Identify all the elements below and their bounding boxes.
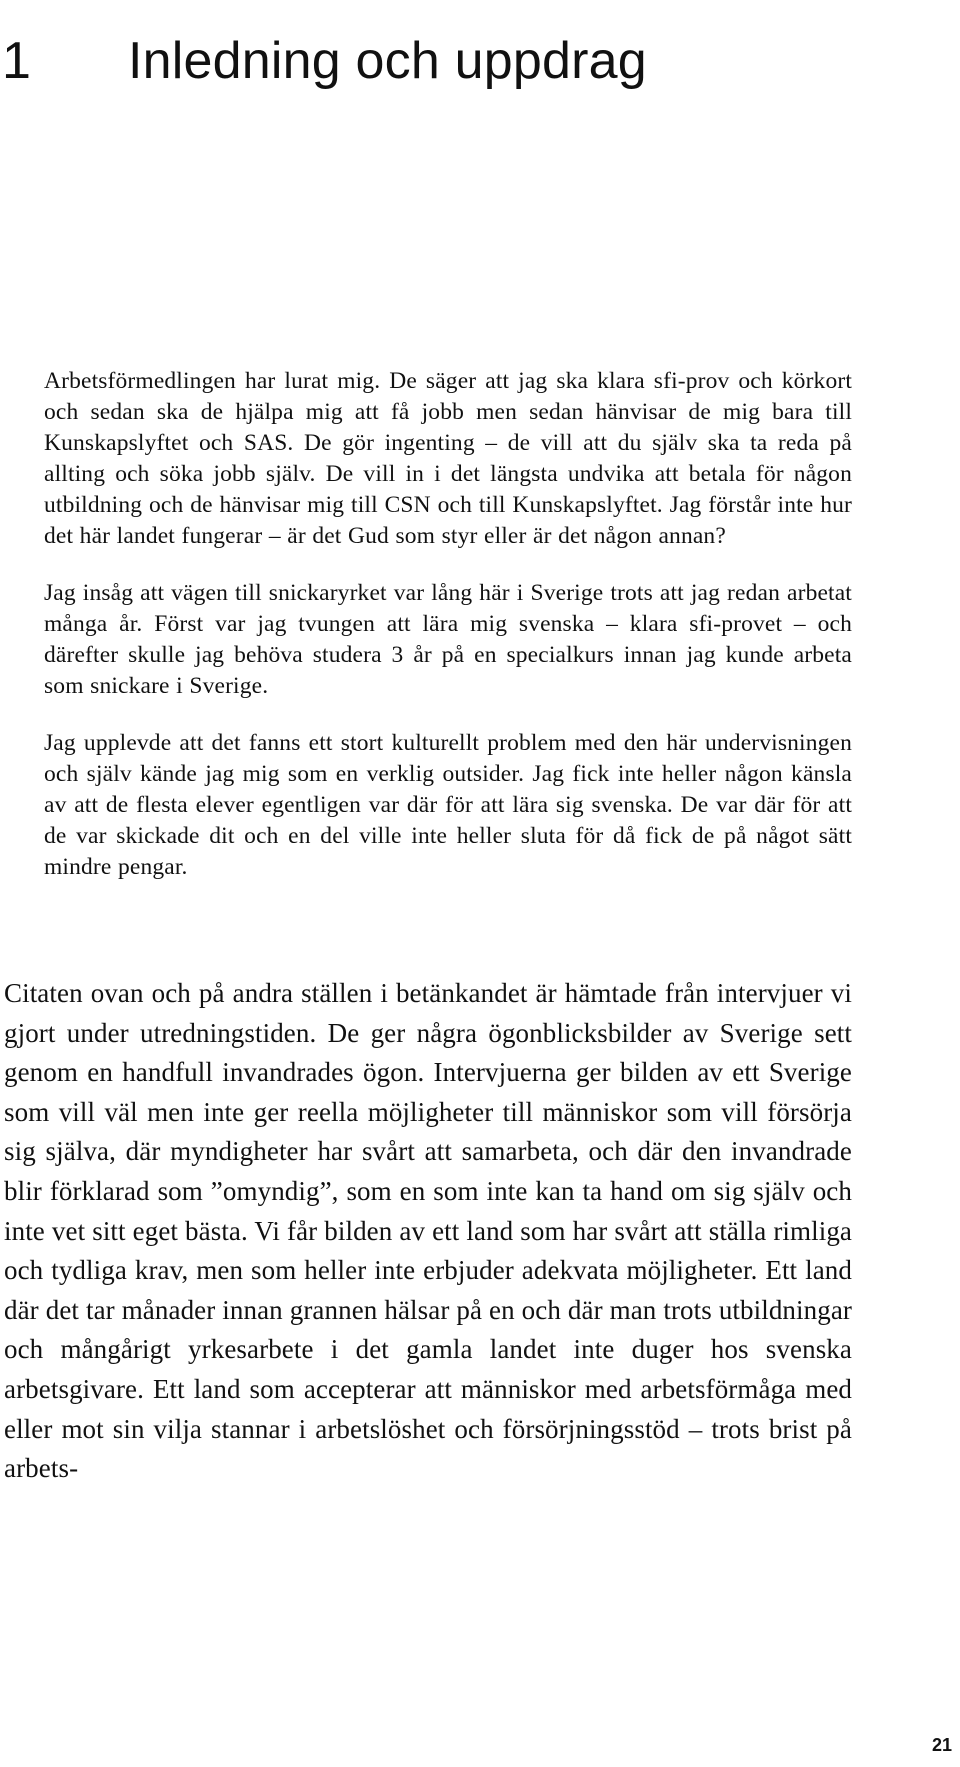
page-number: 21 [931,1735,952,1755]
interview-quotes [44,366,852,909]
quote-paragraph: Arbetsförmedlingen har lurat mig. De säger att jag ska klara sfi-prov och körkort och sedan ska de hjälpa mig att få jobb men sedan hänvisar de mig bara till Kunskapslyftet och SAS. De gör ingenting – de vill att du själv ska ta reda på allting och söka jobb själv. De vill in i det längsta undvika att betala för någon utbildning och de hänvisar mig till CSN och till Kunskapslyftet. Jag förstår inte hur det här landet fungerar – är det Gud som styr eller är det någon annan? [44,368,852,549]
chapter-title: Inledning och uppdrag [128,31,647,90]
chapter-number: 1 [2,31,32,90]
chapter-heading [0,31,647,105]
body-paragraph: Citaten ovan och på andra ställen i betänkandet är hämtade från intervjuer vi gjort under utredningstiden. De ger några ögonblicksbilder av Sverige sett genom en handfull invandrades ögon. Intervjuerna ger bilden av ett Sverige som vill väl men inte ger reella möjligheter till människor som vill försörja sig själva, där myndigheter har svårt att samarbeta, och där den invandrade blir förklarad som ”omyndig”, som en som inte kan ta hand om sig själv och inte vet sitt eget bästa. Vi får bilden av ett land som har svårt att ställa rimliga och tydliga krav, men som heller inte erbjuder adekvata möjligheter. Ett land där det tar månader innan grannen hälsar på en och där man trots utbildningar och mångårigt yrkesarbete i det gamla landet inte duger hos svenska arbetsgivare. Ett land som accepterar att människor med arbetsförmåga med eller mot sin vilja stannar i arbetslöshet och försörjningsstöd – trots brist på arbets- [4,978,852,1484]
quote-paragraph: Jag upplevde att det fanns ett stort kulturellt problem med den här undervisningen och själv kände jag mig som en verklig outsider. Jag fick inte heller någon känsla av att de flesta elever egentligen var där för att lära sig svenska. De var där för att de var skickade dit och en del ville inte heller sluta för då fick de på något sätt mindre pengar. [44,730,852,880]
quote-paragraph: Jag insåg att vägen till snickaryrket var lång här i Sverige trots att jag redan arbetat många år. Först var jag tvungen att lära mig svenska – klara sfi-provet – och därefter skulle jag behöva studera 3 år på en specialkurs innan jag kunde arbeta som snickare i Sverige. [44,580,852,699]
